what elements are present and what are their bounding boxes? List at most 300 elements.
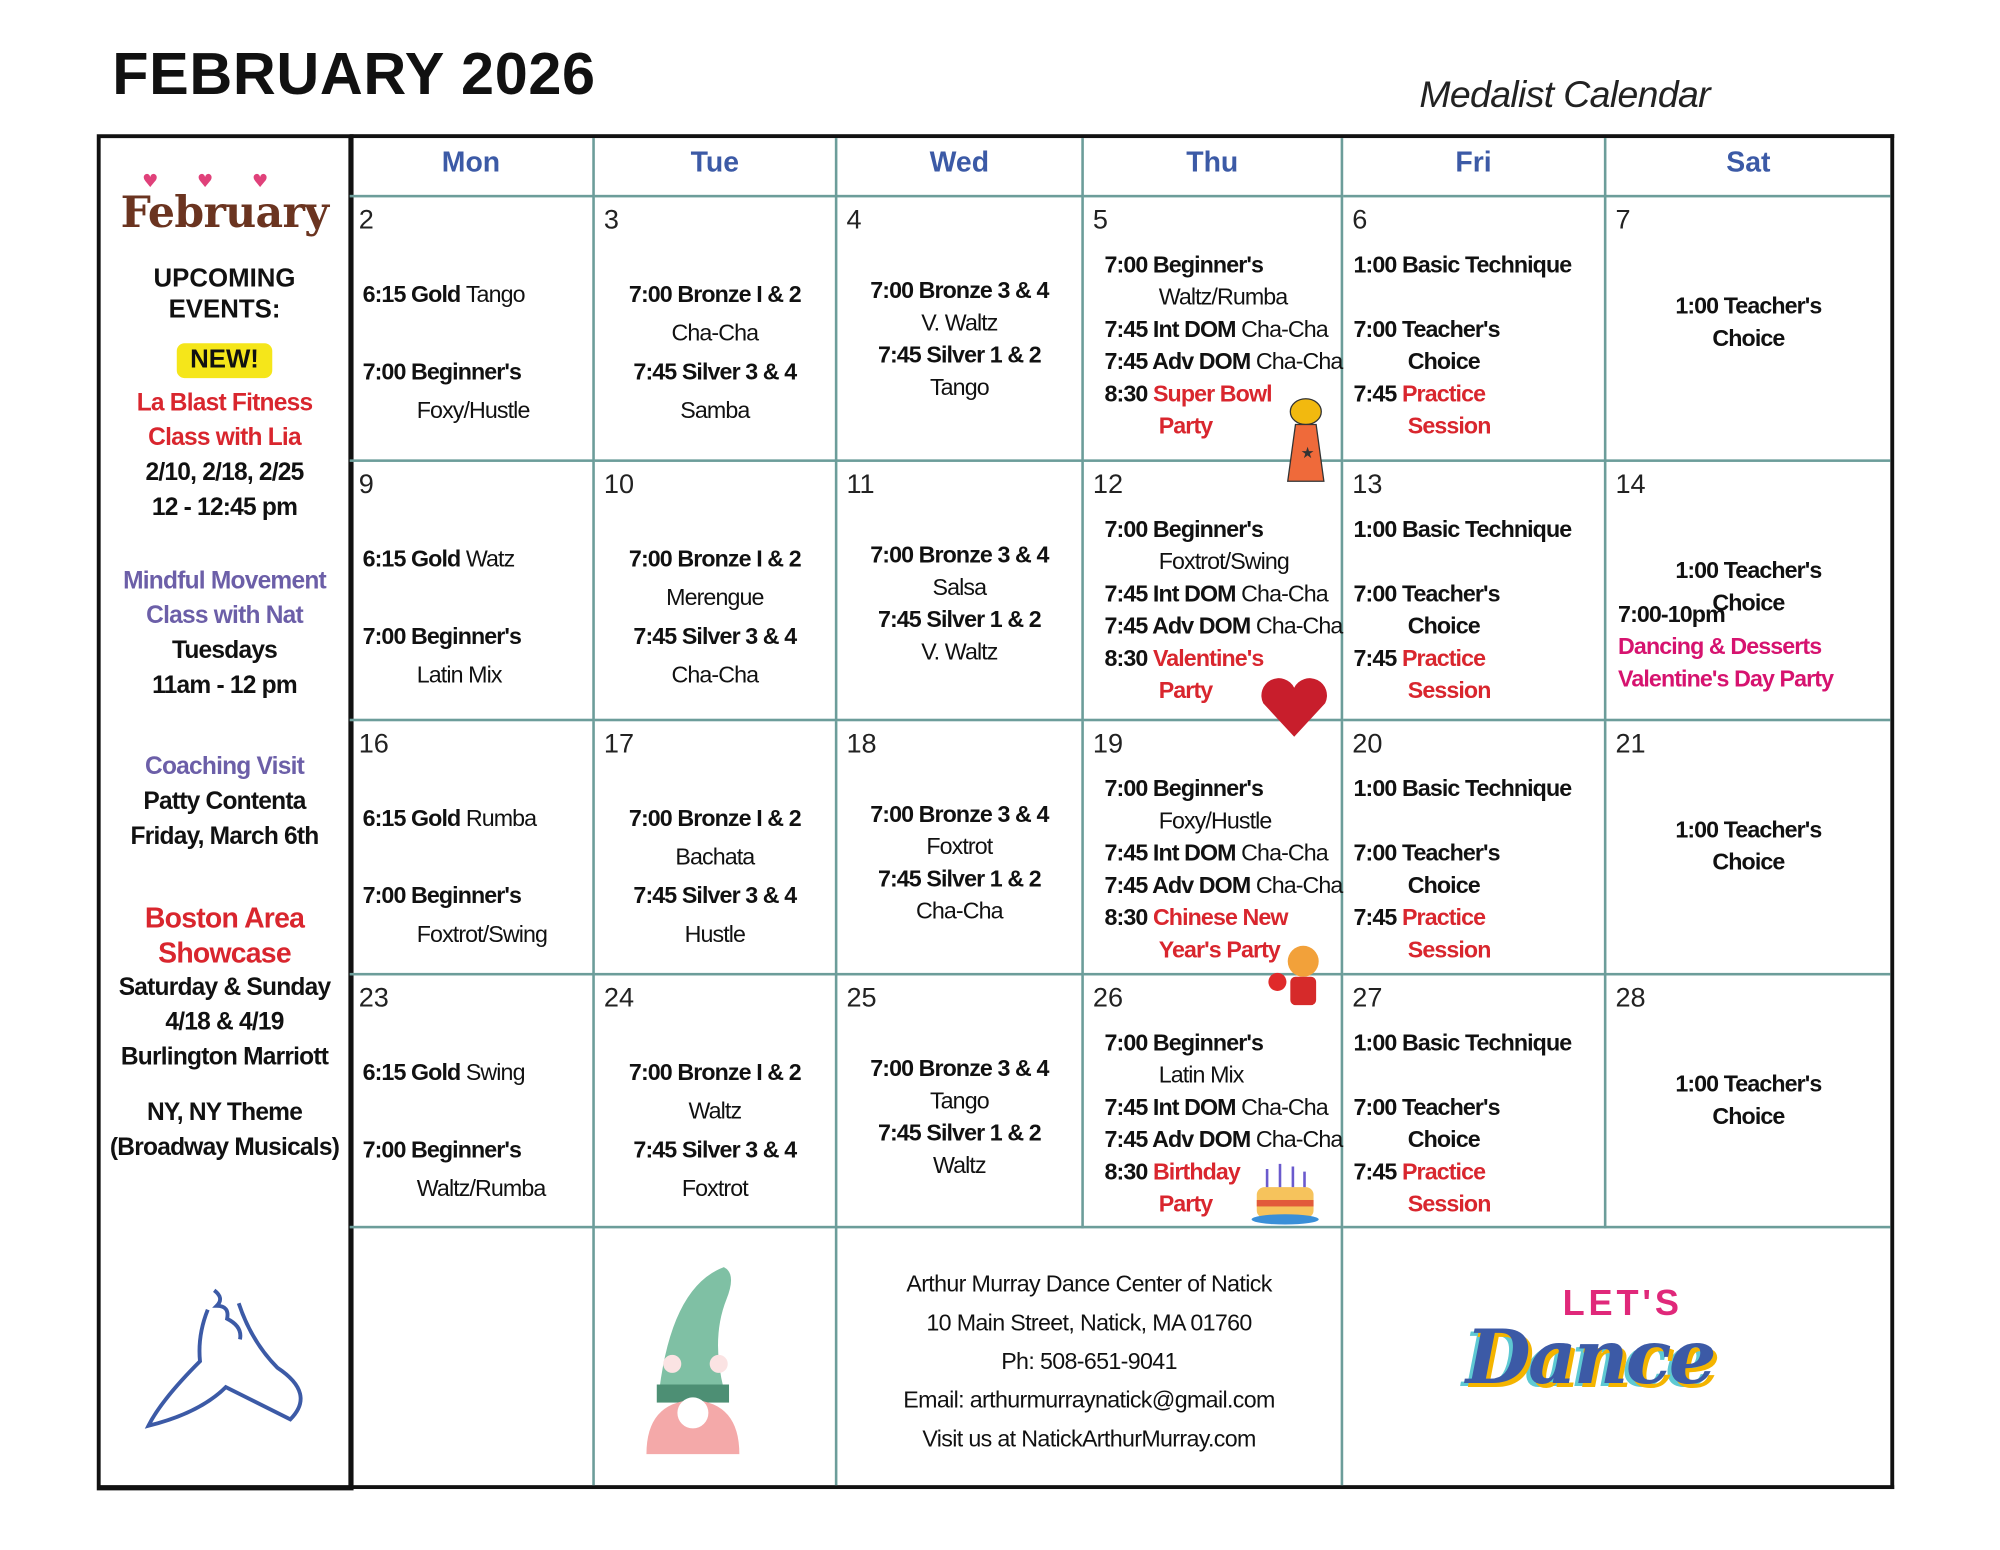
date-number: 26 xyxy=(1092,983,1124,1013)
event-line xyxy=(1105,546,1339,578)
class-time-level: 6:15 Gold xyxy=(362,1059,466,1086)
day-cell xyxy=(837,462,1083,721)
event-line xyxy=(1105,281,1339,313)
day-events xyxy=(363,539,590,694)
event-line xyxy=(1105,837,1339,869)
event-line xyxy=(837,1117,1081,1149)
event-line xyxy=(1105,578,1339,610)
date-number: 5 xyxy=(1092,205,1108,235)
event-line xyxy=(1618,631,1833,663)
class-time-level: 7:00 Teacher's xyxy=(1353,1094,1500,1120)
date-number: 7 xyxy=(1615,205,1631,235)
event-line xyxy=(595,1053,835,1092)
class-time-level: 7:45 Int DOM xyxy=(1104,580,1242,607)
date-number: 19 xyxy=(1092,729,1124,759)
day-cell xyxy=(595,462,838,721)
event-line xyxy=(1354,934,1602,966)
event-line xyxy=(1104,870,1343,902)
day-cell xyxy=(1606,721,1890,975)
contact-line: Visit us at NatickArthurMurray.com xyxy=(922,1425,1256,1452)
class-time-level: 1:00 Teacher's xyxy=(1675,557,1822,584)
contact-line: Arthur Murray Dance Center of Natick xyxy=(906,1270,1272,1297)
day-cell xyxy=(1606,975,1890,1228)
sidebar-event xyxy=(101,901,349,1075)
day-cell xyxy=(1606,197,1890,462)
dance-style: Salsa xyxy=(932,574,987,600)
event-line xyxy=(1354,346,1602,378)
class-time-level: 7:00 Bronze I & 2 xyxy=(628,1059,801,1086)
event-line xyxy=(837,572,1081,604)
event-line xyxy=(1354,249,1602,281)
sidebar-event xyxy=(101,564,349,703)
day-events xyxy=(363,275,590,430)
event-detail: 12 - 12:45 pm xyxy=(151,494,298,522)
day-events xyxy=(595,539,835,694)
class-time-level: 7:00 Beginner's xyxy=(362,623,522,650)
class-time-level: 7:45 xyxy=(1353,1158,1402,1185)
event-line xyxy=(1104,346,1343,378)
dance-style: Cha-Cha xyxy=(1255,1126,1343,1153)
date-number: 12 xyxy=(1092,469,1124,500)
gnome-icon xyxy=(634,1261,763,1455)
event-line xyxy=(363,876,590,915)
event-line xyxy=(1105,1027,1339,1059)
date-number: 13 xyxy=(1352,469,1383,500)
day-cell xyxy=(595,975,838,1228)
lets-dance-small: LET'S xyxy=(1562,1282,1683,1323)
class-time-level: 1:00 Teacher's xyxy=(1675,1070,1822,1097)
class-time-level: 1:00 Basic Technique xyxy=(1353,1029,1572,1056)
class-time-level: 7:00 Bronze 3 & 4 xyxy=(870,801,1049,828)
day-events xyxy=(837,799,1081,928)
event-line xyxy=(1105,1092,1339,1124)
event-line xyxy=(837,307,1081,339)
class-time-level: 8:30 xyxy=(1104,380,1153,407)
date-number: 6 xyxy=(1352,205,1368,235)
event-line xyxy=(1606,323,1890,355)
dance-style: Foxy/Hustle xyxy=(1158,807,1272,834)
class-time-level: 8:30 xyxy=(1104,904,1153,931)
class-time-level: Choice xyxy=(1407,348,1480,375)
event-line xyxy=(1104,610,1343,642)
dance-style: Foxtrot/Swing xyxy=(416,921,548,948)
event-line xyxy=(595,837,835,876)
dance-style: Cha-Cha xyxy=(1255,348,1343,375)
dance-style: Bachata xyxy=(675,843,755,870)
day-cell xyxy=(350,975,595,1228)
class-time-level: 7:45 Silver 3 & 4 xyxy=(633,623,797,650)
footer-gnome-cell xyxy=(595,1228,838,1485)
class-time-level: Choice xyxy=(1407,872,1480,899)
event-line xyxy=(363,275,590,314)
event-line xyxy=(595,876,835,915)
dance-style: Waltz xyxy=(933,1152,986,1179)
dance-style: Waltz xyxy=(688,1098,742,1124)
event-line xyxy=(837,604,1081,636)
special-event-text: Session xyxy=(1407,1190,1491,1217)
day-cell xyxy=(837,721,1083,975)
day-cell xyxy=(1606,462,1890,721)
event-detail: Burlington Marriott xyxy=(120,1043,329,1071)
special-event-text: Practice xyxy=(1401,904,1486,931)
event-line xyxy=(837,339,1081,371)
class-time-level: 1:00 Basic Technique xyxy=(1353,775,1572,802)
event-line xyxy=(1105,643,1339,675)
dance-style: Latin Mix xyxy=(1158,1061,1244,1088)
event-title: Showcase xyxy=(158,936,291,970)
event-line xyxy=(1104,1124,1343,1156)
class-time-level: Choice xyxy=(1712,325,1785,351)
event-line xyxy=(1606,846,1890,878)
day-events xyxy=(1354,514,1602,708)
birthday-cake-icon xyxy=(1249,1156,1321,1226)
day-cell xyxy=(1343,975,1606,1228)
date-number: 3 xyxy=(603,205,619,235)
event-line xyxy=(1354,870,1602,902)
event-line xyxy=(837,1085,1081,1117)
event-line xyxy=(1354,514,1602,546)
event-line xyxy=(363,352,590,391)
event-line xyxy=(837,895,1081,927)
day-header-tue: Tue xyxy=(595,138,838,197)
class-time-level: 7:00 Teacher's xyxy=(1353,580,1500,607)
dance-style: Cha-Cha xyxy=(1255,612,1343,639)
day-events xyxy=(363,799,590,954)
class-time-level: 7:00 Bronze 3 & 4 xyxy=(870,1055,1049,1082)
event-line xyxy=(363,799,590,838)
event-line xyxy=(1105,773,1339,805)
event-line xyxy=(1354,1156,1602,1188)
date-number: 17 xyxy=(603,729,635,759)
event-line xyxy=(363,539,590,578)
event-detail: Saturday & Sunday xyxy=(118,974,331,1002)
sidebar-event xyxy=(101,750,349,855)
class-time-level: Choice xyxy=(1407,1126,1480,1153)
dance-style: Merengue xyxy=(666,584,764,611)
event-title: Coaching Visit xyxy=(145,753,305,781)
event-line xyxy=(595,314,835,353)
dance-style: Cha-Cha xyxy=(1241,839,1328,866)
event-detail: Patty Contenta xyxy=(143,788,306,816)
class-time-level: 7:00 Beginner's xyxy=(1104,775,1264,802)
class-time-level: 7:45 Adv DOM xyxy=(1104,1126,1256,1153)
event-line xyxy=(595,915,835,954)
class-time-level: 1:00 Teacher's xyxy=(1675,816,1822,843)
event-line xyxy=(595,539,835,578)
hearts-icon: ♥♥♥ xyxy=(142,171,307,193)
event-line xyxy=(1354,1124,1602,1156)
dance-style: Cha-Cha xyxy=(1241,1094,1328,1120)
dance-style: Cha-Cha xyxy=(1255,872,1343,899)
event-detail: 2/10, 2/18, 2/25 xyxy=(145,459,304,487)
event-line xyxy=(595,1169,835,1208)
event-detail: 4/18 & 4/19 xyxy=(165,1009,284,1037)
event-line xyxy=(595,1092,835,1131)
event-line xyxy=(595,578,835,617)
class-time-level: 7:00 Bronze I & 2 xyxy=(628,805,801,831)
event-line xyxy=(595,799,835,838)
event-line xyxy=(1354,643,1602,675)
contact-line: 10 Main Street, Natick, MA 01760 xyxy=(926,1309,1252,1336)
class-time-level: 7:00 Teacher's xyxy=(1353,839,1500,866)
upcoming-events-sidebar xyxy=(97,134,354,1490)
special-event-text: Chinese New xyxy=(1152,904,1288,931)
class-time-level: 1:00 Teacher's xyxy=(1675,292,1822,319)
special-event-text: Valentine's xyxy=(1152,645,1264,671)
class-time-level: 7:45 Silver 3 & 4 xyxy=(633,358,797,385)
event-line xyxy=(837,1053,1081,1085)
dance-style: Cha-Cha xyxy=(671,319,759,346)
dance-style: Watz xyxy=(465,545,515,572)
special-event-text: Practice xyxy=(1401,380,1486,407)
event-line xyxy=(837,539,1081,571)
class-time-level: 7:00 Teacher's xyxy=(1353,316,1500,342)
dance-style: Tango xyxy=(929,374,989,400)
event-line xyxy=(1354,1027,1602,1059)
special-event-text: Valentine's Day Party xyxy=(1618,665,1834,692)
event-line xyxy=(1354,1188,1602,1220)
day-events xyxy=(837,539,1081,668)
class-time-level: 7:00 Beginner's xyxy=(362,358,522,385)
date-number: 24 xyxy=(603,983,635,1013)
event-line xyxy=(595,391,835,430)
class-time-level: 7:45 Adv DOM xyxy=(1104,348,1256,375)
class-time-level: 7:00 Bronze 3 & 4 xyxy=(870,541,1049,568)
event-list xyxy=(101,386,349,1165)
class-time-level: 7:00 Beginner's xyxy=(1104,516,1264,542)
event-line xyxy=(1354,578,1602,610)
event-line xyxy=(1354,773,1602,805)
event-line xyxy=(1105,805,1339,837)
event-line xyxy=(595,1130,835,1169)
valentines-party-note xyxy=(1618,599,1833,696)
event-line xyxy=(1606,1068,1890,1100)
day-events xyxy=(595,275,835,430)
class-time-level: 7:00 Beginner's xyxy=(362,1136,522,1163)
day-events xyxy=(1606,814,1890,879)
date-number: 21 xyxy=(1615,729,1646,759)
day-cell xyxy=(1084,197,1343,462)
day-cell xyxy=(350,197,595,462)
day-cell xyxy=(1343,721,1606,975)
class-time-level: 7:00 Bronze I & 2 xyxy=(628,545,801,572)
day-cell xyxy=(837,197,1083,462)
class-time-level: 1:00 Basic Technique xyxy=(1353,251,1572,278)
event-line xyxy=(363,655,590,694)
svg-text:★: ★ xyxy=(1300,445,1315,463)
event-line xyxy=(837,1150,1081,1182)
class-time-level: 6:15 Gold xyxy=(362,281,466,308)
dance-style: Samba xyxy=(680,397,750,424)
event-line xyxy=(363,1169,590,1208)
dance-style: Rumba xyxy=(465,805,537,831)
special-event-text: Session xyxy=(1407,412,1491,439)
class-time-level: 7:00 Beginner's xyxy=(1104,1029,1264,1056)
class-time-level: Choice xyxy=(1407,612,1480,639)
day-events xyxy=(363,1053,590,1208)
class-time-level: 7:45 xyxy=(1353,904,1402,931)
class-time-level: 7:45 Adv DOM xyxy=(1104,612,1256,639)
class-time-level: 7:45 Int DOM xyxy=(1104,316,1242,342)
date-number: 27 xyxy=(1352,983,1383,1013)
event-line xyxy=(837,863,1081,895)
day-cell xyxy=(350,462,595,721)
date-number: 28 xyxy=(1615,983,1646,1013)
date-number: 4 xyxy=(846,205,862,235)
dance-style: Foxtrot xyxy=(926,833,993,860)
dance-style: Tango xyxy=(929,1087,989,1114)
event-line xyxy=(1606,814,1890,846)
day-cell xyxy=(837,975,1083,1228)
studio-contact-info xyxy=(837,1228,1343,1485)
day-header-thu: Thu xyxy=(1084,138,1343,197)
date-number: 20 xyxy=(1352,729,1383,759)
event-title: La Blast Fitness xyxy=(136,389,313,417)
day-header-fri: Fri xyxy=(1343,138,1606,197)
day-cell xyxy=(1343,462,1606,721)
class-time-level: 7:45 Silver 1 & 2 xyxy=(877,1119,1041,1146)
event-detail: Tuesdays xyxy=(171,637,278,665)
class-time-level: 6:15 Gold xyxy=(362,805,466,831)
event-line xyxy=(1354,902,1602,934)
dance-style: Tango xyxy=(465,281,525,308)
date-number: 11 xyxy=(846,469,875,500)
class-time-level: 7:45 Adv DOM xyxy=(1104,872,1256,899)
day-header-wed: Wed xyxy=(837,138,1083,197)
special-event-text: Super Bowl xyxy=(1152,380,1272,407)
event-line xyxy=(363,391,590,430)
class-time-level: 7:00 Bronze 3 & 4 xyxy=(870,277,1049,304)
class-time-level: 7:45 Int DOM xyxy=(1104,1094,1242,1120)
sidebar-event xyxy=(101,386,349,525)
day-cell xyxy=(1084,721,1343,975)
special-event-text: Practice xyxy=(1401,645,1486,671)
event-detail: (Broadway Musicals) xyxy=(109,1134,340,1162)
event-line xyxy=(1354,1092,1602,1124)
event-title: Boston Area xyxy=(144,901,305,935)
new-badge: NEW! xyxy=(177,343,272,378)
class-time-level: 7:45 Silver 1 & 2 xyxy=(877,606,1041,633)
event-detail: NY, NY Theme xyxy=(146,1099,303,1127)
date-number: 10 xyxy=(603,469,635,500)
class-time-level: 6:15 Gold xyxy=(362,545,466,572)
dance-style: Hustle xyxy=(684,921,746,948)
event-line xyxy=(1354,378,1602,410)
class-time-level: 7:00 Beginner's xyxy=(1104,251,1264,278)
day-cell xyxy=(1084,462,1343,721)
event-line xyxy=(595,352,835,391)
class-time-level: 8:30 xyxy=(1104,1158,1153,1185)
event-line xyxy=(1105,314,1339,346)
event-line xyxy=(837,831,1081,863)
lets-dance-big: Dance xyxy=(1465,1313,1714,1402)
class-time-level: Choice xyxy=(1712,589,1785,616)
class-time-level: 7:45 Silver 1 & 2 xyxy=(877,341,1041,368)
special-event-text: Party xyxy=(1158,677,1213,704)
event-title: Class with Nat xyxy=(146,602,303,630)
event-line xyxy=(1354,410,1602,442)
event-line xyxy=(363,617,590,656)
class-time-level: 7:45 Silver 3 & 4 xyxy=(633,1136,797,1163)
day-events xyxy=(1354,249,1602,443)
dance-style: Latin Mix xyxy=(416,661,502,688)
event-line xyxy=(837,636,1081,668)
date-number: 2 xyxy=(358,205,374,235)
day-events xyxy=(1354,773,1602,967)
event-line xyxy=(1105,902,1339,934)
date-number: 23 xyxy=(358,983,389,1013)
day-cell xyxy=(1343,197,1606,462)
day-cell xyxy=(595,197,838,462)
date-number: 25 xyxy=(846,983,877,1013)
day-events xyxy=(1354,1027,1602,1221)
contact-line: Email: arthurmurraynatick@gmail.com xyxy=(903,1387,1275,1413)
event-line xyxy=(1354,837,1602,869)
dance-style: Waltz/Rumba xyxy=(1158,283,1288,310)
dance-style: Cha-Cha xyxy=(1241,580,1328,607)
event-line xyxy=(595,275,835,314)
day-events xyxy=(837,275,1081,404)
class-time-level: 8:30 xyxy=(1104,645,1153,671)
day-events xyxy=(595,799,835,954)
day-events xyxy=(1606,1068,1890,1133)
dance-style: Swing xyxy=(465,1059,525,1086)
event-line xyxy=(1354,675,1602,707)
event-line xyxy=(1105,1059,1339,1091)
calendar-grid xyxy=(350,134,1895,1489)
lets-dance-logo xyxy=(1343,1228,1890,1485)
february-logo xyxy=(101,171,349,238)
event-line xyxy=(595,617,835,656)
event-line xyxy=(1618,663,1833,695)
event-line xyxy=(1354,610,1602,642)
class-time-level: 7:45 Int DOM xyxy=(1104,839,1242,866)
special-event-text: Party xyxy=(1158,1190,1213,1217)
day-cell xyxy=(595,721,838,975)
event-detail: Friday, March 6th xyxy=(130,823,319,851)
event-line xyxy=(1606,555,1890,587)
event-line xyxy=(837,799,1081,831)
dance-style: Foxtrot xyxy=(681,1175,748,1202)
dance-style: V. Waltz xyxy=(921,309,998,336)
dance-style: Cha-Cha xyxy=(1241,316,1328,342)
date-number: 16 xyxy=(358,729,389,759)
day-events xyxy=(837,1053,1081,1182)
day-events xyxy=(1606,290,1890,355)
dance-style: Cha-Cha xyxy=(671,661,759,688)
event-line xyxy=(1618,599,1833,631)
calendar-subtitle: Medalist Calendar xyxy=(1419,74,1710,117)
date-number: 9 xyxy=(358,469,374,500)
day-cell xyxy=(1084,975,1343,1228)
special-event-text: Session xyxy=(1407,936,1491,963)
date-number: 18 xyxy=(846,729,877,759)
dance-style: Foxy/Hustle xyxy=(416,397,530,424)
event-title: Class with Lia xyxy=(148,424,301,452)
event-line xyxy=(363,915,590,954)
special-event-text: Session xyxy=(1407,677,1491,704)
special-event-text: Birthday xyxy=(1152,1158,1240,1185)
event-title: Mindful Movement xyxy=(123,567,326,595)
day-events xyxy=(595,1053,835,1208)
class-time-level: 1:00 Basic Technique xyxy=(1353,516,1572,542)
event-line xyxy=(363,1053,590,1092)
day-header-sat: Sat xyxy=(1606,138,1890,197)
sidebar-event xyxy=(101,1095,349,1165)
class-time-level: Choice xyxy=(1712,849,1785,875)
event-line xyxy=(1105,514,1339,546)
class-time-level: 7:00-10pm xyxy=(1618,601,1725,628)
